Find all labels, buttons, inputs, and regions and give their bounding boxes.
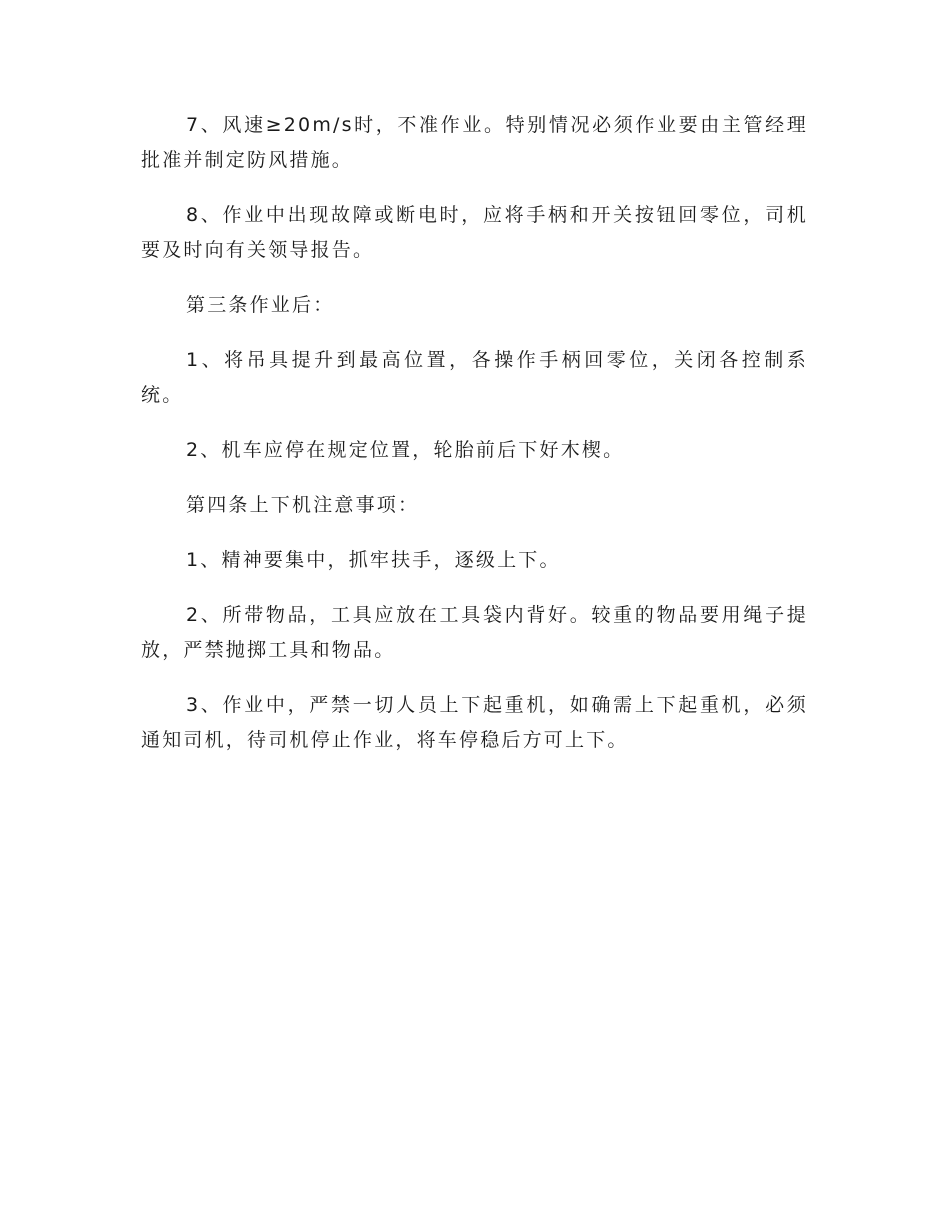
paragraph-park-vehicle-rule: 2、机车应停在规定位置，轮胎前后下好木楔。 [186, 439, 625, 461]
paragraph-carry-items-rule: 2、所带物品，工具应放在工具袋内背好。较重的物品要用绳子提放，严禁抛掷工具和物品。 [141, 604, 808, 661]
document-body [141, 108, 808, 778]
paragraph-raise-spreader-rule: 1、将吊具提升到最高位置，各操作手柄回零位，关闭各控制系统。 [141, 349, 808, 406]
section-heading-after-operation: 第三条作业后： [186, 294, 335, 316]
section-heading-boarding-precautions: 第四条上下机注意事项： [186, 494, 420, 516]
paragraph-wind-speed-rule: 7、风速≥20m/s时，不准作业。特别情况必须作业要由主管经理批准并制定防风措施。 [141, 114, 808, 171]
paragraph-concentrate-rule: 1、精神要集中，抓牢扶手，逐级上下。 [186, 549, 561, 571]
paragraph-no-boarding-during-operation-rule: 3、作业中，严禁一切人员上下起重机，如确需上下起重机，必须通知司机，待司机停止作业，将车停稳后方可上下。 [141, 694, 808, 751]
paragraph-fault-power-off-rule: 8、作业中出现故障或断电时，应将手柄和开关按钮回零位，司机要及时向有关领导报告。 [141, 204, 808, 261]
